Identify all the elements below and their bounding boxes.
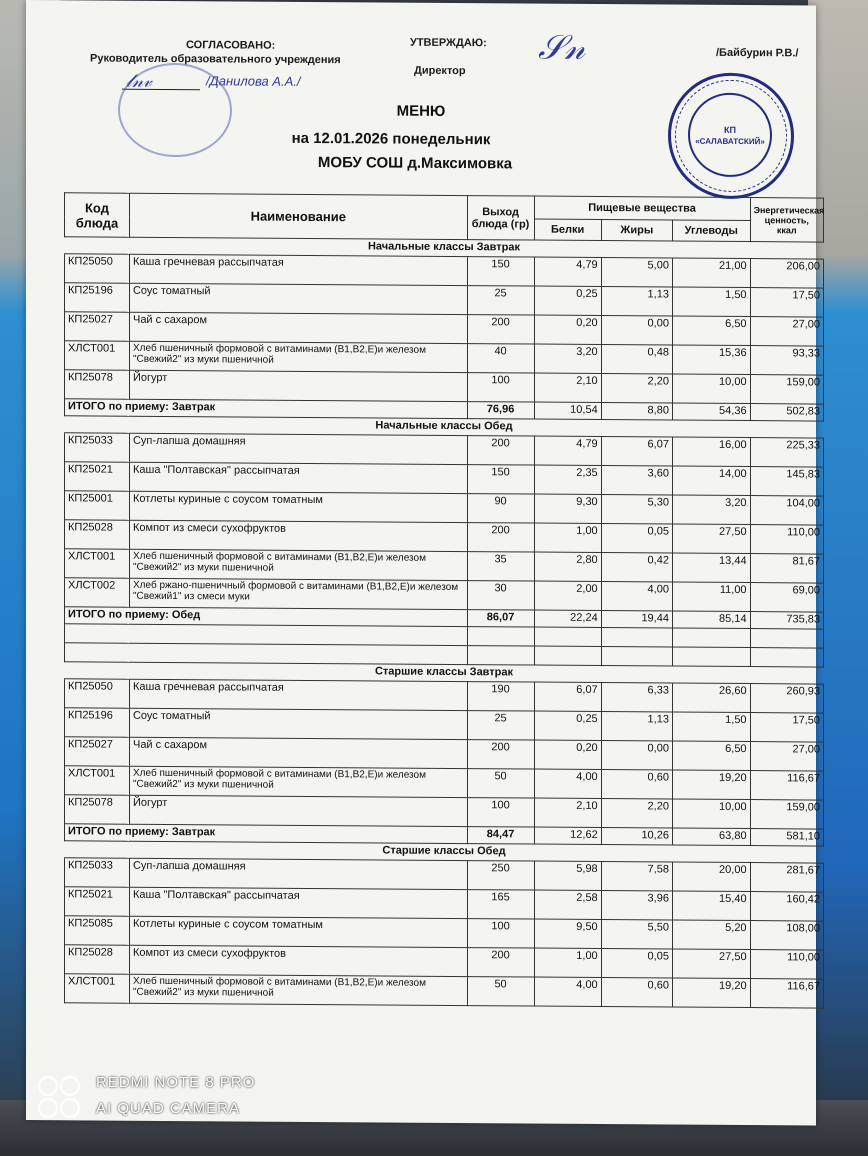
dish-name: Хлеб пшеничный формовой с витаминами (В1,В2,Е)и железом "Свежий2" из муки пшеничной: [129, 766, 467, 797]
dish-output: 150: [467, 257, 534, 286]
dish-name: Чай с сахаром: [129, 312, 467, 343]
agreed-name: /Данилова А.А./: [206, 73, 301, 89]
dish-carbs: 15,36: [672, 345, 750, 375]
dish-protein: 2,35: [534, 465, 601, 494]
dish-protein: 1,00: [534, 948, 601, 977]
dish-code: ХЛСТ001: [65, 974, 130, 1003]
total-energy: 735,83: [750, 612, 823, 630]
dish-code: ХЛСТ001: [65, 766, 130, 795]
dish-output: 50: [467, 977, 534, 1006]
dish-name: Хлеб пшеничный формовой с витаминами (В1,В2,Е)и железом "Свежий2" из муки пшеничной: [129, 549, 467, 580]
dish-output: 25: [467, 711, 534, 740]
camera-watermark-line1: REDMI NOTE 8 PRO: [96, 1074, 256, 1091]
dish-name: Соус томатный: [129, 283, 467, 314]
dish-name: Каша гречневая рассыпчатая: [129, 254, 467, 285]
menu-title: МЕНЮ: [396, 102, 446, 120]
dish-fat: 0,00: [601, 316, 672, 345]
dish-output: 250: [467, 861, 534, 890]
dish-carbs: 19,20: [672, 770, 750, 800]
dish-protein: 2,80: [534, 552, 601, 581]
total-label: ИТОГО по приему: Завтрак: [65, 824, 468, 844]
dish-energy: 159,00: [750, 800, 823, 830]
dish-fat: 0,60: [601, 770, 672, 799]
seal-center-name: «САЛАВАТСКИЙ»: [695, 136, 765, 147]
dish-energy: 225,33: [750, 438, 823, 468]
dish-output: 165: [467, 890, 534, 919]
total-fat: 8,80: [601, 403, 672, 420]
dish-output: 200: [467, 523, 534, 552]
dish-energy: 110,00: [750, 525, 823, 555]
dish-carbs: 13,44: [672, 553, 750, 583]
col-protein-header: Белки: [534, 219, 601, 240]
dish-protein: 2,00: [534, 581, 601, 610]
dish-energy: 27,00: [750, 317, 823, 347]
dish-fat: 0,00: [601, 741, 672, 770]
dish-carbs: 15,40: [672, 891, 750, 921]
dish-fat: 0,05: [601, 524, 672, 553]
dish-fat: 5,50: [601, 920, 672, 949]
dish-name: Соус томатный: [129, 708, 467, 739]
table-body: [65, 237, 824, 1008]
col-name-header: Наименование: [129, 193, 467, 239]
section-title: Начальные классы Завтрак: [65, 237, 824, 259]
dish-output: 200: [467, 740, 534, 769]
dish-carbs: 26,60: [672, 683, 750, 713]
dish-fat: 1,13: [601, 712, 672, 741]
dish-code: КП25027: [65, 312, 130, 341]
dish-name: Компот из смеси сухофруктов: [129, 945, 467, 976]
col-output-header: Выход блюда (гр): [467, 196, 534, 240]
total-carbs: 54,36: [672, 403, 750, 421]
dish-fat: 5,30: [601, 495, 672, 524]
table-header: [65, 193, 824, 242]
dish-code: ХЛСТ001: [65, 549, 130, 578]
dish-energy: 110,00: [750, 950, 823, 980]
dish-protein: 2,58: [534, 890, 601, 919]
dish-name: Каша гречневая рассыпчатая: [129, 679, 467, 710]
col-energy-header: Энергетическая ценность, ккал: [750, 198, 823, 243]
dish-code: ХЛСТ002: [65, 578, 130, 607]
agreed-role: Руководитель образовательного учреждения: [90, 52, 341, 67]
agreed-label: СОГЛАСОВАНО:: [186, 39, 276, 52]
dish-code: КП25196: [65, 708, 130, 737]
dish-carbs: 20,00: [672, 862, 750, 892]
dish-energy: 27,00: [750, 742, 823, 772]
dish-protein: 0,25: [534, 286, 601, 315]
dish-name: Каша "Полтавская" рассыпчатая: [129, 462, 467, 493]
dish-fat: 6,33: [601, 683, 672, 712]
section-title: Старшие классы Завтрак: [65, 662, 824, 684]
total-output: 76,96: [467, 402, 534, 419]
dish-output: 200: [467, 948, 534, 977]
dish-name: Йогурт: [129, 795, 467, 826]
dish-protein: 9,50: [534, 919, 601, 948]
approve-role: Директор: [414, 64, 466, 78]
dish-carbs: 27,50: [672, 949, 750, 979]
approve-name: /Байбурин Р.В./: [716, 46, 799, 60]
dish-code: КП25078: [65, 795, 130, 824]
dish-fat: 5,00: [601, 258, 672, 287]
dish-name: Чай с сахаром: [129, 737, 467, 768]
menu-date: на 12.01.2026 понедельник: [291, 129, 491, 149]
dish-output: 90: [467, 494, 534, 523]
dish-protein: 5,98: [534, 861, 601, 890]
dish-code: КП25021: [65, 462, 130, 491]
dish-code: КП25027: [65, 737, 130, 766]
dish-code: КП25033: [65, 858, 130, 887]
dish-protein: 4,00: [534, 977, 601, 1006]
dish-energy: 281,67: [750, 863, 823, 893]
dish-fat: 0,42: [601, 553, 672, 582]
dish-code: КП25028: [65, 520, 130, 549]
dish-protein: 0,25: [534, 711, 601, 740]
dish-carbs: 1,50: [672, 287, 750, 317]
camera-watermark-line2: AI QUAD CAMERA: [96, 1100, 241, 1117]
dish-carbs: 27,50: [672, 524, 750, 554]
total-fat: 10,26: [601, 828, 672, 845]
total-energy: 502,83: [750, 404, 823, 422]
dish-protein: 4,00: [534, 769, 601, 798]
dish-name: Хлеб пшеничный формовой с витаминами (В1,В2,Е)и железом "Свежий2" из муки пшеничной: [129, 341, 467, 372]
dish-energy: 160,42: [750, 892, 823, 922]
dish-carbs: 21,00: [672, 258, 750, 288]
total-protein: 22,24: [534, 610, 601, 627]
dish-fat: 0,48: [601, 345, 672, 374]
dish-output: 35: [467, 552, 534, 581]
dish-energy: 159,00: [750, 375, 823, 405]
dish-code: КП25021: [65, 887, 130, 916]
dish-protein: 2,10: [534, 798, 601, 827]
total-protein: 12,62: [534, 827, 601, 844]
dish-protein: 0,20: [534, 315, 601, 344]
dish-carbs: 1,50: [672, 712, 750, 742]
dish-energy: 108,00: [750, 921, 823, 951]
section-title: Начальные классы Обед: [65, 416, 824, 438]
dish-code: КП25001: [65, 491, 130, 520]
dish-carbs: 5,20: [672, 920, 750, 950]
dish-carbs: 14,00: [672, 466, 750, 496]
dish-protein: 2,10: [534, 373, 601, 402]
col-nutrients-header: Пищевые вещества: [534, 196, 750, 221]
dish-energy: 81,67: [750, 554, 823, 584]
menu-document: [26, 0, 825, 1126]
dish-name: Хлеб пшеничный формовой с витаминами (В1,В2,Е)и железом "Свежий2" из муки пшеничной: [129, 974, 467, 1005]
dish-name: Каша "Полтавская" рассыпчатая: [129, 887, 467, 918]
seal-center-top: КП: [724, 124, 736, 135]
dish-output: 100: [467, 919, 534, 948]
col-fat-header: Жиры: [601, 220, 672, 241]
dish-carbs: 10,00: [672, 799, 750, 829]
dish-output: 200: [467, 315, 534, 344]
total-label: ИТОГО по приему: Обед: [65, 607, 468, 627]
dish-name: Хлеб ржано-пшеничный формовой с витаминами (В1,В2,Е)и железом "Свежий1" из смеси муки: [129, 578, 467, 609]
total-output: 86,07: [467, 610, 534, 627]
dish-energy: 260,93: [750, 684, 823, 714]
dish-energy: 116,67: [750, 979, 823, 1009]
dish-output: 40: [467, 344, 534, 373]
total-label: ИТОГО по приему: Завтрак: [65, 399, 468, 419]
dish-energy: 116,67: [750, 771, 823, 801]
total-protein: 10,54: [534, 402, 601, 419]
dish-output: 190: [467, 682, 534, 711]
dish-carbs: 6,50: [672, 316, 750, 346]
dish-energy: 206,00: [750, 259, 823, 289]
dish-protein: 4,79: [534, 257, 601, 286]
dish-carbs: 19,20: [672, 978, 750, 1008]
total-output: 84,47: [467, 827, 534, 844]
dish-code: КП25078: [65, 370, 130, 399]
dish-fat: 7,58: [601, 862, 672, 891]
dish-carbs: 6,50: [672, 741, 750, 771]
dish-fat: 3,60: [601, 466, 672, 495]
dish-code: КП25028: [65, 945, 130, 974]
menu-table: [64, 192, 824, 1008]
dish-energy: 17,50: [750, 713, 823, 743]
school-name: МОБУ СОШ д.Максимовка: [317, 154, 513, 173]
dish-protein: 6,07: [534, 682, 601, 711]
dish-protein: 4,79: [534, 436, 601, 465]
dish-protein: 0,20: [534, 740, 601, 769]
dish-carbs: 11,00: [672, 582, 750, 612]
total-carbs: 85,14: [672, 611, 750, 629]
table-row: [65, 974, 824, 1008]
director-signature: 𝒮𝓃: [538, 27, 586, 68]
dish-fat: 6,07: [601, 437, 672, 466]
agreed-signature-scribble: 𝓁𝓃𝓋: [126, 70, 152, 92]
section-title: Старшие классы Обед: [65, 841, 824, 863]
dish-carbs: 10,00: [672, 374, 750, 404]
dish-fat: 2,20: [601, 374, 672, 403]
dish-energy: 104,00: [750, 496, 823, 526]
dish-name: Йогурт: [129, 370, 467, 401]
dish-code: КП25033: [65, 433, 130, 462]
dish-output: 200: [467, 436, 534, 465]
dish-carbs: 3,20: [672, 495, 750, 525]
dish-protein: 1,00: [534, 523, 601, 552]
col-carbs-header: Углеводы: [672, 220, 750, 242]
dish-energy: 93,33: [750, 346, 823, 376]
dish-output: 100: [467, 373, 534, 402]
dish-code: ХЛСТ001: [65, 341, 130, 370]
dish-name: Компот из смеси сухофруктов: [129, 520, 467, 551]
total-energy: 581,10: [750, 829, 823, 847]
total-carbs: 63,80: [672, 828, 750, 846]
dish-output: 25: [467, 286, 534, 315]
dish-output: 50: [467, 769, 534, 798]
dish-code: КП25196: [65, 283, 130, 312]
dish-code: КП25085: [65, 916, 130, 945]
total-fat: 19,44: [601, 611, 672, 628]
dish-fat: 0,60: [601, 978, 672, 1007]
dish-fat: 4,00: [601, 582, 672, 611]
dish-carbs: 16,00: [672, 437, 750, 467]
dish-protein: 9,30: [534, 494, 601, 523]
dish-name: Котлеты куриные с соусом томатным: [129, 916, 467, 947]
dish-name: Суп-лапша домашняя: [129, 433, 467, 464]
dish-fat: 1,13: [601, 287, 672, 316]
dish-code: КП25050: [65, 679, 130, 708]
dish-energy: 69,00: [750, 583, 823, 613]
col-code-header: Код блюда: [65, 193, 130, 237]
dish-protein: 3,20: [534, 344, 601, 373]
dish-fat: 2,20: [601, 799, 672, 828]
dish-fat: 0,05: [601, 949, 672, 978]
dish-name: Котлеты куриные с соусом томатным: [129, 491, 467, 522]
dish-name: Суп-лапша домашняя: [129, 858, 467, 889]
camera-logo-icon: [38, 1076, 86, 1118]
dish-code: КП25050: [65, 254, 130, 283]
dish-output: 100: [467, 798, 534, 827]
dish-energy: 145,83: [750, 467, 823, 497]
approve-label: УТВЕРЖДАЮ:: [410, 36, 487, 50]
dish-output: 30: [467, 581, 534, 610]
dish-fat: 3,96: [601, 891, 672, 920]
dish-output: 150: [467, 465, 534, 494]
dish-energy: 17,50: [750, 288, 823, 318]
